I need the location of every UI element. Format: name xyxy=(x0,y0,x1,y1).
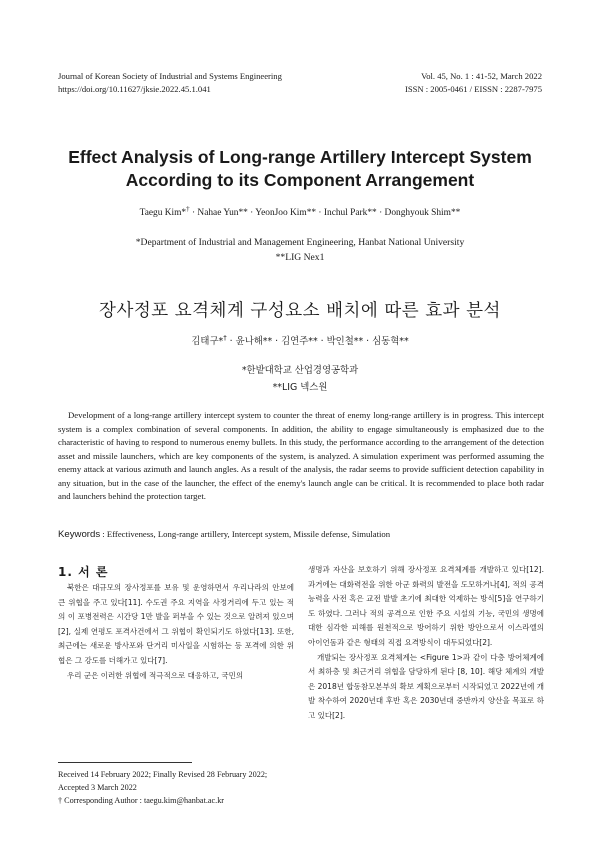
affiliation-line-2: **LIG Nex1 xyxy=(275,252,325,263)
body-column-right xyxy=(308,563,544,724)
paper-title-en xyxy=(40,146,560,192)
corresponding-mark-ko: † xyxy=(223,333,227,342)
affiliation-ko-line-1: *한밭대학교 산업경영공학과 xyxy=(241,365,359,376)
corresponding-email[interactable]: Corresponding Author : taegu.kim@hanbat.ac.kr xyxy=(62,796,225,805)
title-line-2: According to its Component Arrangement xyxy=(125,170,475,190)
body-column-left xyxy=(58,581,294,683)
paragraph: 생명과 자산을 보호하기 위해 장사정포 요격체계를 개발하고 있다[12]. 과거에는 대화력전을 위한 아군 화력의 발전을 도모하거나[4], 적의 공격능력을 사전 혹은 교전 발발 초기에 최대한 억제하는 방식[5]을 연구하기도 하였다. 그러나 적의 공격으로 인한 주요 시설의 기능, 국민의 생명에 대한 심각한 피해를 원천적으로 방어하기 위한 방안으로서 이스라엘의 아이언돔과 같은 형태의 직접 요격방식이 대두되었다[2]. xyxy=(308,565,544,647)
other-authors: · Nahae Yun** · YeonJoo Kim** · Inchul Park** · Donghyouk Shim** xyxy=(189,208,461,219)
keywords-separator: : xyxy=(100,529,107,539)
keywords-label: Keywords xyxy=(58,529,101,540)
footnote-divider xyxy=(58,762,192,763)
affiliation-ko-line-2: **LIG 넥스원 xyxy=(272,382,328,393)
dagger-mark: † xyxy=(58,796,63,805)
journal-header-left xyxy=(58,70,282,96)
paper-title-ko: 장사정포 요격체계 구성요소 배치에 따른 효과 분석 xyxy=(99,301,501,321)
accepted-date: Accepted 3 March 2022 xyxy=(58,783,137,792)
first-author-ko: 김태구* xyxy=(191,336,224,347)
paragraph: 개발되는 장사정포 요격체계는 <Figure 1>과 같이 다층 방어체계에서 최하층 및 최근거리 위협을 담당하게 된다 [8, 10]. 해당 체계의 개발은 2018년 합동참모본부의 확보 계획으로부터 시작되었고 2022년에 개발 착수하여 2020년대 후반 혹은 2030년대 중반까지 양산을 목표로 하고 있다[2]. xyxy=(308,652,544,720)
journal-name: Journal of Korean Society of Industrial and Systems Engineering xyxy=(58,71,282,81)
title-line-1: Effect Analysis of Long-range Artillery Intercept System xyxy=(68,147,532,167)
issn-info: ISSN : 2005-0461 / EISSN : 2287-7975 xyxy=(404,84,542,94)
authors-en xyxy=(40,205,560,218)
received-date: Received 14 February 2022; Finally Revised 28 February 2022; xyxy=(58,770,268,779)
journal-header-right xyxy=(405,70,542,96)
other-authors-ko: · 윤나해** · 김연주** · 박인철** · 심동혁** xyxy=(226,336,409,347)
keywords-text: Effectiveness, Long-range artillery, Intercept system, Missile defense, Simulation xyxy=(106,529,391,539)
keywords xyxy=(58,529,544,540)
doi-link[interactable]: https://doi.org/10.11627/jksie.2022.45.1.041 xyxy=(58,84,211,94)
first-author: Taegu Kim* xyxy=(139,208,187,219)
volume-info: Vol. 45, No. 1 : 41-52, March 2022 xyxy=(421,71,542,81)
section-heading-introduction: 1. 서 론 xyxy=(58,565,109,579)
corresponding-mark: † xyxy=(186,205,190,213)
footnotes xyxy=(58,768,298,807)
affiliation-ko xyxy=(40,362,560,396)
paragraph: 우리 군은 이러한 위협에 적극적으로 대응하고, 국민의 xyxy=(67,670,244,680)
corresponding-author xyxy=(58,794,298,807)
authors-ko xyxy=(40,333,560,347)
paragraph: 북한은 대규모의 장사정포를 보유 및 운영하면서 우리나라의 안보에 큰 위협을 주고 있다[11]. 수도권 주요 지역을 사정거리에 두고 있는 적의 이 포병전력은 시간당 1만 발을 퍼부을 수 있는 것으로 알려져 있으며[2], 실제 연평도 포격사건에서 그 위협이 확인되기도 하였다[13]. 또한, 최근에는 새로운 방사포와 단거리 미사일을 시험하는 등 포격에 의한 위협은 그 강도를 더해가고 있다[7]. xyxy=(58,583,294,665)
affiliation-line-1: *Department of Industrial and Management Engineering, Hanbat National University xyxy=(135,237,465,248)
affiliation-en xyxy=(40,235,560,265)
abstract: Development of a long-range artillery intercept system to counter the threat of enemy long-range artillery is in progress. This intercept system is a complex combination of several components. In addition, the ability to engage simultaneously is emphasized due to the characteristic of having to respond to numerous enemy bullets. In this study, the performance according to the arrangement of the detection asset and missile launchers, which are key components of the system, is analyzed. A simulation experiment was performed assuming the enemy attack at various azimuth and launch angles. As a result of the analysis, the radar seems to provide sufficient detection capability in any situation, but in the case of the launcher, the effect of the enemy's launch angle can be critical. It is recommended to place both radar and launchers behind the protection target. xyxy=(58,410,544,502)
